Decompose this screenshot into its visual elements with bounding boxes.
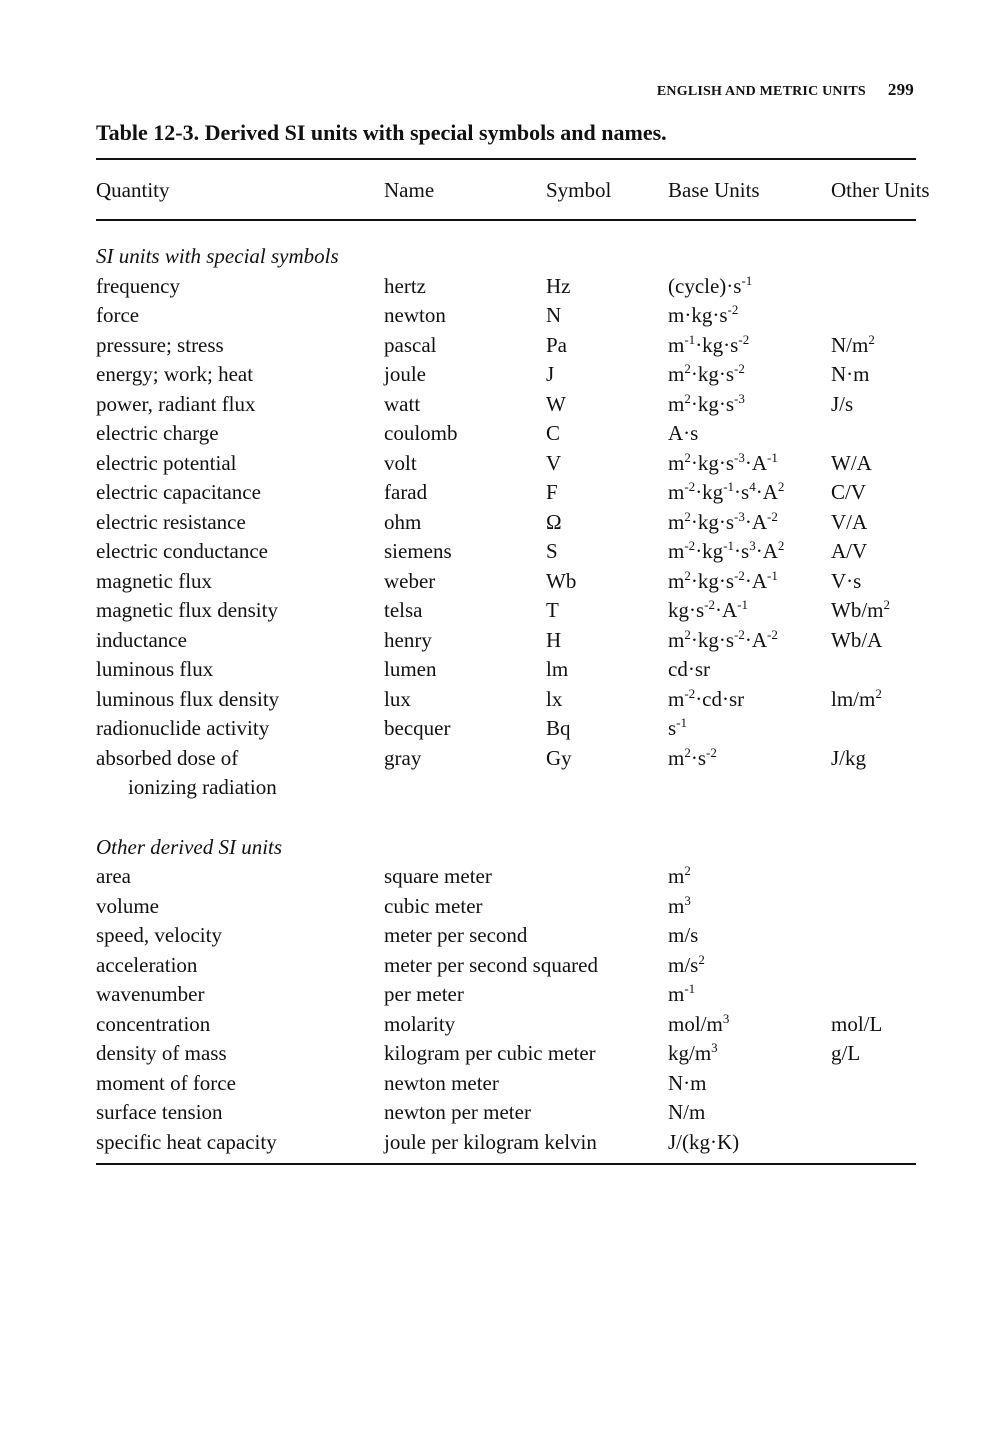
table-row [96, 894, 916, 924]
cell-other-units: W/A [831, 450, 872, 475]
cell-quantity: frequency [96, 273, 180, 298]
cell-quantity: radionuclide activity [96, 716, 270, 740]
cell-other-units: $Wb/m^2$ [831, 597, 890, 622]
cell-quantity: electric conductance [96, 539, 268, 563]
col-header-quantity: Quantity [96, 178, 170, 202]
cell-other-units: $lm/m^2$ [831, 685, 882, 711]
cell-base-units: $(cycle)\cdot s^{-1}$ [668, 272, 753, 298]
table-row [96, 274, 916, 304]
cell-symbol: W [546, 391, 566, 416]
cell-base-units: mol/$m^3$ [668, 1010, 730, 1036]
section-heading: SI units with special symbols [96, 244, 339, 268]
cell-base-units: J/(kg·K) [668, 1129, 740, 1154]
cell-other-units [831, 923, 916, 953]
cell-name: lumen [384, 657, 437, 681]
cell-name: ohm [384, 509, 422, 534]
cell-name: newton [384, 303, 446, 327]
cell-symbol: T [546, 598, 559, 622]
cell-other-units [831, 1071, 916, 1101]
cell-quantity: area [96, 864, 131, 888]
cell-base-units: $m\cdot kg\cdot s^{-2}$ [668, 302, 739, 327]
table-row-continuation [96, 775, 916, 805]
cell-base-units: $m^2\cdot kg\cdot s^{-2}$ [668, 361, 745, 386]
cell-quantity: absorbed dose of [96, 745, 239, 770]
table-row [96, 569, 916, 599]
cell-base-units: $m^2\cdot kg\cdot s^{-3}\cdot A^{-1}$ [668, 449, 778, 475]
cell-quantity: luminous flux density [96, 686, 280, 711]
table-row [96, 1071, 916, 1101]
table-row [96, 539, 916, 569]
table-row [96, 303, 916, 333]
cell-name: joule per kilogram kelvin [384, 1129, 597, 1154]
running-head [657, 80, 914, 100]
gap-row [96, 222, 916, 244]
page-number: 299 [887, 80, 914, 99]
cell-quantity-continuation: ionizing radiation [128, 775, 277, 799]
cell-symbol: Wb [546, 568, 577, 593]
cell-other-units [831, 1100, 916, 1130]
cell-base-units: $m/s^2$ [668, 951, 705, 977]
cell-symbol: lx [546, 686, 563, 711]
cell-other-units: g/L [831, 1041, 861, 1065]
cell-base-units: $m^{-2}\cdot cd\cdot sr$ [668, 685, 745, 711]
cell-name: kilogram per cubic meter [384, 1041, 596, 1065]
table-title: Table 12-3. Derived SI units with special symbols and names. [96, 120, 667, 145]
cell-name: becquer [384, 716, 451, 740]
table-row [96, 1012, 916, 1042]
cell-quantity: surface tension [96, 1100, 223, 1124]
cell-symbol: S [546, 539, 558, 563]
table-row [96, 1130, 916, 1160]
cell-base-units: $m^{-1}$ [668, 981, 696, 1006]
cell-name: lux [384, 686, 411, 711]
table-row [96, 746, 916, 776]
cell-base-units: N/m [668, 1100, 706, 1124]
cell-symbol: H [546, 627, 562, 652]
cell-base-units: N·m [668, 1070, 707, 1095]
cell-other-units [831, 894, 916, 924]
cell-base-units: $m^2\cdot s^{-2}$ [668, 744, 717, 770]
table-bottom-rule [96, 1163, 916, 1165]
table-top-rule [96, 158, 916, 160]
table-row [96, 716, 916, 746]
cell-other-units [831, 864, 916, 894]
cell-symbol: Gy [546, 745, 572, 770]
spacer-cell [96, 805, 916, 835]
cell-quantity: luminous flux [96, 657, 214, 681]
cell-base-units: $m^2\cdot kg\cdot s^{-3}$ [668, 390, 745, 416]
cell-name: molarity [384, 1011, 456, 1036]
table-row [96, 510, 916, 540]
cell-base-units: $m^{-2}\cdot kg^{-1}\cdot s^4\cdot A^2$ [668, 479, 785, 504]
cell-base-units: $s^{-1}$ [668, 715, 688, 740]
cell-other-units [831, 716, 916, 746]
cell-other-units: V/A [831, 509, 868, 534]
section-heading: Other derived SI units [96, 834, 283, 859]
table-row [96, 598, 916, 628]
cell-symbol: V [546, 450, 562, 475]
section-heading-row [96, 835, 916, 865]
cell-name: watt [384, 391, 421, 416]
cell-quantity: magnetic flux density [96, 598, 278, 622]
running-head-title: ENGLISH AND METRIC UNITS [656, 84, 866, 99]
cell-name: telsa [384, 598, 423, 622]
table-row [96, 628, 916, 658]
cell-other-units: C/V [831, 480, 867, 504]
col-header-other-units: Other Units [831, 178, 930, 202]
cell-symbol: Ω [546, 509, 562, 534]
cell-symbol: Bq [546, 716, 571, 740]
cell-base-units: $m^{-2}\cdot kg^{-1}\cdot s^3\cdot A^2$ [668, 538, 785, 563]
col-header-base-units: Base Units [668, 178, 760, 202]
cell-name: newton per meter [384, 1100, 531, 1124]
cell-symbol: F [546, 480, 558, 504]
table-row [96, 392, 916, 422]
cell-name: per meter [384, 982, 464, 1006]
gap-cell [96, 222, 916, 244]
cell-quantity: concentration [96, 1011, 211, 1036]
cell-name: gray [384, 745, 422, 770]
cell-base-units: $m^2\cdot kg\cdot s^{-2}\cdot A^{-1}$ [668, 567, 778, 593]
cell-name: henry [384, 627, 432, 652]
cell-quantity: wavenumber [96, 982, 205, 1006]
cell-name: hertz [384, 273, 426, 298]
table-row [96, 953, 916, 983]
cell-base-units: $m^{-1}\cdot kg\cdot s^{-2}$ [668, 331, 750, 357]
cell-other-units: mol/L [831, 1011, 883, 1036]
table-row [96, 480, 916, 510]
cell-other-units: J/kg [831, 745, 867, 770]
derived-si-units-table [96, 178, 930, 1159]
cell-symbol: N [546, 303, 562, 327]
cell-other-units [831, 274, 916, 304]
cell-quantity: electric resistance [96, 509, 246, 534]
cell-name: pascal [384, 332, 437, 357]
cell-other-units [831, 303, 916, 333]
table-row [96, 1041, 916, 1071]
cell-base-units: $kg\cdot s^{-2}\cdot A^{-1}$ [668, 597, 749, 622]
table-row [96, 1100, 916, 1130]
cell-base-units: $m^2\cdot kg\cdot s^{-3}\cdot A^{-2}$ [668, 508, 778, 534]
table-row [96, 687, 916, 717]
cell-quantity: electric potential [96, 450, 237, 475]
cell-other-units: Wb/A [831, 627, 883, 652]
cell-name: joule [384, 362, 426, 386]
cell-base-units: $m^2\cdot kg\cdot s^{-2}\cdot A^{-2}$ [668, 626, 778, 652]
cell-quantity: specific heat capacity [96, 1129, 277, 1154]
cell-other-units [831, 657, 916, 687]
table-row [96, 982, 916, 1012]
table-row [96, 657, 916, 687]
cell-other-units [831, 1130, 916, 1160]
cell-quantity: force [96, 303, 140, 327]
cell-other-units [831, 953, 916, 983]
col-header-symbol: Symbol [546, 178, 612, 202]
section-heading-row [96, 244, 916, 274]
cell-name: newton meter [384, 1070, 499, 1095]
cell-quantity: volume [96, 893, 159, 918]
cell-base-units: $kg/m^3$ [668, 1040, 718, 1065]
cell-other-units: $N/m^2$ [831, 331, 875, 357]
cell-quantity: magnetic flux [96, 568, 213, 593]
cell-symbol: Hz [546, 273, 571, 298]
cell-name: weber [384, 568, 436, 593]
col-header-name: Name [384, 178, 435, 202]
cell-quantity: density of mass [96, 1041, 227, 1065]
cell-symbol: J [546, 362, 555, 386]
cell-name: siemens [384, 539, 452, 563]
cell-quantity: inductance [96, 627, 187, 652]
cell-name: cubic meter [384, 893, 483, 918]
spacer-row [96, 805, 916, 835]
cell-base-units: cd·sr [668, 657, 710, 681]
cell-quantity: acceleration [96, 952, 198, 977]
cell-name: farad [384, 480, 428, 504]
table-row [96, 923, 916, 953]
cell-name: meter per second squared [384, 952, 598, 977]
table-row [96, 421, 916, 451]
cell-quantity: pressure; stress [96, 332, 224, 357]
cell-base-units: m/s [668, 923, 699, 947]
cell-name: coulomb [384, 421, 458, 445]
cell-quantity: electric capacitance [96, 480, 261, 504]
cell-name: meter per second [384, 923, 528, 947]
cell-other-units: J/s [831, 391, 854, 416]
cell-quantity: power, radiant flux [96, 391, 256, 416]
cell-quantity: speed, velocity [96, 923, 222, 947]
cell-base-units: $m^3$ [668, 892, 691, 918]
cell-quantity: moment of force [96, 1070, 236, 1095]
cell-symbol: C [546, 421, 561, 445]
table-row [96, 864, 916, 894]
cell-other-units: N·m [831, 362, 870, 386]
cell-symbol: Pa [546, 332, 567, 357]
cell-base-units: $m^2$ [668, 863, 691, 888]
cell-name: volt [384, 450, 417, 475]
cell-other-units [831, 421, 916, 451]
cell-name: square meter [384, 864, 492, 888]
cell-other-units [831, 982, 916, 1012]
cell-other-units: A/V [831, 539, 868, 563]
cell-symbol: lm [546, 657, 569, 681]
table-header-row [96, 178, 916, 222]
cell-quantity: electric charge [96, 421, 219, 445]
table-row [96, 451, 916, 481]
cell-quantity: energy; work; heat [96, 362, 254, 386]
table-row [96, 333, 916, 363]
cell-base-units: A·s [668, 421, 699, 445]
table-row [96, 362, 916, 392]
cell-other-units: V·s [831, 568, 862, 593]
